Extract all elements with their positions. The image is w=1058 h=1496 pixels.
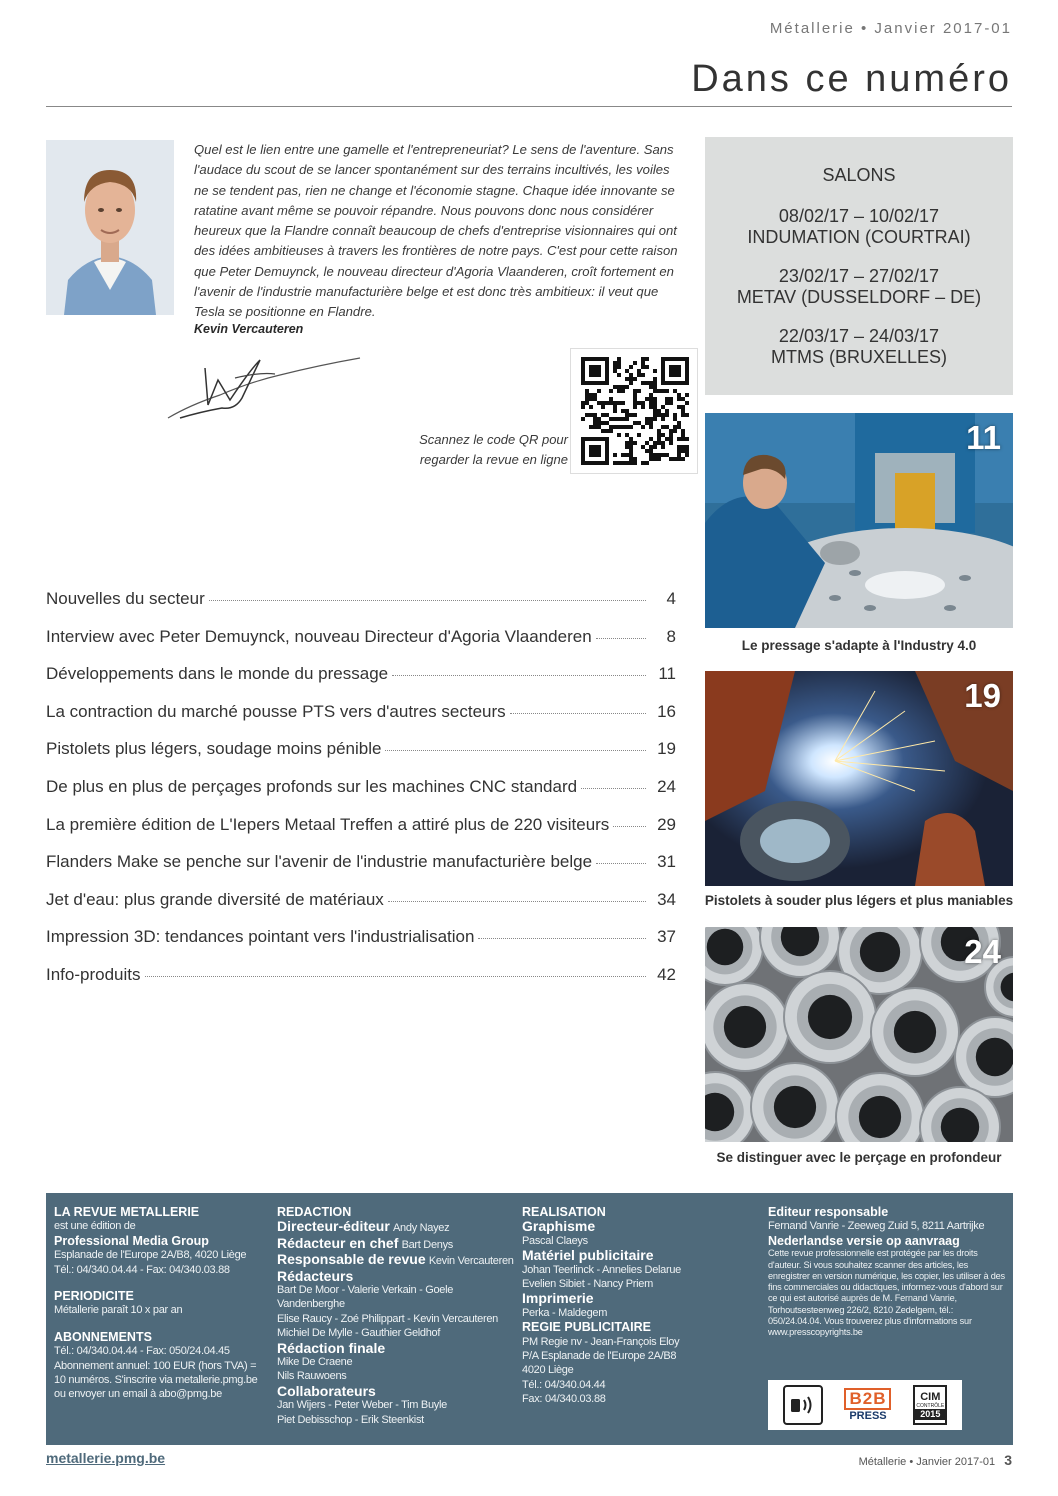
colophon-text: Bart De Moor - Valerie Verkain - Goele Vandenberghe [277,1284,454,1311]
salon-dates: 08/02/17 – 10/02/17 [778,206,940,226]
website-link[interactable]: metallerie.pmg.be [46,1450,166,1466]
toc-entry[interactable] [46,702,676,740]
colophon-text: Tél.: 04/340.04.44 - Fax: 050/24.04.45 [54,1345,230,1358]
colophon-text: Piet Debisschop - Erik Steenkist [277,1413,424,1426]
toc-entry[interactable] [46,739,676,777]
colophon-heading: REDACTION [277,1205,352,1219]
toc-entry-title: La contraction du marché pousse PTS vers d'autres secteurs [46,701,506,721]
toc-leader [596,863,646,864]
toc-entry-title: De plus en plus de perçages profonds sur les machines CNC standard [46,776,578,796]
toc-entry-page: 24 [657,776,676,796]
toc-entry-page: 34 [657,889,676,909]
toc-entry-page: 11 [658,664,676,684]
footer-meta [859,1452,1012,1468]
colophon-heading: Nederlandse versie op aanvraag [768,1233,960,1248]
feature-caption: Le pressage s'adapte à l'Industry 4.0 [741,638,977,653]
toc-entry-page: 4 [666,589,676,608]
colophon-text: Perka - Maldegem [522,1306,608,1319]
toc-leader [388,901,646,902]
toc-entry[interactable] [46,890,676,928]
colophon-text: 4020 Liège [522,1364,574,1377]
salons-box [705,137,1013,395]
colophon-role: Imprimerie [522,1290,594,1307]
feature-caption: Se distinguer avec le perçage en profondeur [716,1150,1002,1165]
toc-entry[interactable] [46,852,676,890]
colophon-role: Collaborateurs [277,1382,376,1399]
colophon-column-editor [768,1205,1006,1339]
toc-entry-title: Jet d'eau: plus grande diversité de matériaux [46,889,384,909]
colophon-column-realisation [522,1205,757,1407]
colophon-text: est une édition de [54,1220,136,1233]
feature-page-number: 19 [964,677,1001,714]
toc-entry-title: La première édition de L'Iepers Metaal Treffen a attiré plus de 220 visiteurs [46,814,610,834]
toc-leader [581,788,646,789]
toc-entry-title: Interview avec Peter Demuynck, nouveau Directeur d'Agoria Vlaanderen [46,626,592,646]
salon-event [705,206,1013,248]
certification-logos [768,1380,962,1430]
toc-entry-page: 29 [657,814,676,834]
page-title: Dans ce numéro [691,58,1012,100]
editorial-author: Kevin Vercauteren [194,322,304,336]
toc-entry-title: Flanders Make se penche sur l'avenir de l'industrie manufacturière belge [46,852,593,872]
toc-entry[interactable] [46,627,676,665]
qr-caption-line-1: Scannez le code QR pour [419,432,568,447]
feature-image-welding[interactable] [705,671,1013,886]
toc-entry-page: 42 [657,964,676,984]
toc-leader [385,750,646,751]
toc-entry-title: Développements dans le monde du pressage [46,664,389,684]
toc-leader [145,976,647,977]
salon-name: METAV (DUSSELDORF – DE) [736,287,982,307]
colophon-text: PM Regie nv - Jean-François Eloy [522,1335,680,1348]
salon-dates: 23/02/17 – 27/02/17 [778,266,940,286]
editorial-text: Quel est le lien entre une gamelle et l'entrepreneuriat? Le sens de l'aventure. Sans l'audace du scout de se lancer spontanément sur des terrains incultivés, les voiles ne se tendent pas, rien ne change et l'économie stagne. Chaque idée innovante se ratatine avant même se pouvoir répandre. Nous pouvons donc nous considérer heureux que la Flandre connaît beaucoup de chefs d'entreprise visionnaires qui ont des idées ambitieuses à travers les frontières de notre pays. C'est pour cette raison que Peter Demuynck, le nouveau directeur d'Agoria Vlaanderen, croît fortement en l'avenir de l'industrie manufacturière belge et est donc très ambitieux: il veut que Tesla se positionne en Flandre. [194,142,678,320]
toc-entry[interactable] [46,664,676,702]
colophon-heading: Professional Media Group [54,1233,209,1248]
colophon-text: Evelien Sibiet - Nancy Priem [522,1278,653,1291]
colophon-heading: REALISATION [522,1205,606,1219]
qr-caption-line-2: regarder la revue en ligne [419,452,568,467]
feature-caption: Pistolets à souder plus légers et plus maniables [704,893,1014,908]
colophon-text: Métallerie paraît 10 x par an [54,1304,183,1317]
colophon-text: 10 numéros. S'inscrire via metallerie.pmg.be [54,1374,258,1387]
salon-name: MTMS (BRUXELLES) [770,347,948,367]
colophon-heading: PERIODICITE [54,1289,134,1304]
editor-portrait [46,140,174,315]
colophon-role: Graphisme [522,1218,596,1235]
colophon-role: Matériel publicitaire [522,1247,654,1264]
colophon-heading: REGIE PUBLICITAIRE [522,1320,651,1335]
signature-image [160,350,370,425]
toc-entry-page: 19 [657,739,676,759]
feature-page-number: 24 [964,933,1001,970]
cim-logo: CIM CONTRÔLE 2015 [913,1385,947,1425]
colophon-role: Rédaction finale [277,1339,386,1356]
toc-entry-title: Impression 3D: tendances pointant vers l'industrialisation [46,927,475,947]
table-of-contents [46,589,676,1003]
toc-entry[interactable] [46,589,676,627]
qr-code[interactable] [570,348,698,474]
colophon-role: Rédacteurs [277,1267,354,1284]
toc-entry-page: 16 [657,701,676,721]
toc-leader [613,826,646,827]
salon-event [705,266,1013,308]
colophon-text: Esplanade de l'Europe 2A/B8, 4020 Liège [54,1249,247,1262]
toc-entry[interactable] [46,815,676,853]
colophon-text: Fax: 04/340.03.88 [522,1393,606,1406]
colophon-person: Bart Denys [401,1238,453,1251]
colophon-column-publisher [54,1205,269,1402]
salon-event [705,326,1013,368]
feature-image-pressing[interactable] [705,413,1013,628]
toc-entry-title: Info-produits [46,964,141,984]
colophon-person: Kevin Vercauteren [428,1255,514,1268]
colophon-text: Michiel De Mylle - Gauthier Geldhof [277,1327,441,1340]
colophon-text: Abonnement annuel: 100 EUR (hors TVA) = [54,1359,257,1372]
toc-leader [478,938,646,939]
colophon-text: P/A Esplanade de l'Europe 2A/B8 [522,1350,677,1363]
colophon-text: Elise Raucy - Zoé Philippart - Kevin Vercauteren [277,1312,498,1325]
toc-entry[interactable] [46,965,676,1003]
toc-entry-title: Pistolets plus légers, soudage moins pénible [46,739,382,759]
colophon [46,1193,1013,1445]
colophon-heading: LA REVUE METALLERIE [54,1205,200,1219]
colophon-heading: ABONNEMENTS [54,1329,152,1344]
toc-entry-page: 8 [666,626,676,646]
copyright-notice: Cette revue professionnelle est protégée par les droits d'auteur. Si vous souhaitez scanner des articles, les enregistrer en version numérique, les copier, les utiliser à des fins commerciales ou didactiques, informez-vous d'abord sur ce qui est autorisé auprès de M. Fernand Vanrie, Torhoutsesteenweg 226/2, 8210 Zedelgem, tél.: 050/24.04.04. Vous trouverez plus d'informations sur www.presscopyrights.be [768,1248,1005,1338]
colophon-text: Pascal Claeys [522,1234,588,1247]
colophon-text: Tél.: 04/340.04.44 [522,1378,606,1391]
toc-entry[interactable] [46,927,676,965]
colophon-text: ou envoyer un email à abo@pmg.be [54,1388,222,1401]
toc-leader [392,675,646,676]
toc-leader [209,600,646,601]
footer-issue: Métallerie • Janvier 2017-01 [858,1456,996,1468]
colophon-role: Responsable de revue [277,1251,426,1268]
toc-entry[interactable] [46,777,676,815]
qr-caption [360,430,568,470]
colophon-text: Jan Wijers - Peter Weber - Tim Buyle [277,1399,447,1412]
colophon-column-redaction [277,1205,517,1427]
colophon-heading: Editeur responsable [768,1205,889,1219]
toc-entry-page: 31 [657,852,676,872]
salon-dates: 22/03/17 – 24/03/17 [778,326,940,346]
toc-entry-title: Nouvelles du secteur [46,589,205,608]
page-number: 3 [1004,1452,1012,1468]
feature-image-tubes[interactable] [705,927,1013,1142]
colophon-role: Directeur-éditeur [277,1218,390,1235]
colophon-text: Mike De Craene [277,1356,353,1369]
toc-leader [510,713,646,714]
contactless-icon [783,1385,823,1425]
title-divider [46,106,1012,107]
toc-entry-page: 37 [657,927,676,947]
colophon-role: Rédacteur en chef [277,1234,399,1251]
b2b-press-logo: B2B PRESS [840,1385,896,1425]
colophon-person: Andy Nayez [393,1222,450,1235]
toc-leader [596,638,646,639]
issue-meta: Métallerie • Janvier 2017-01 [769,20,1012,37]
colophon-text: Fernand Vanrie - Zeeweg Zuid 5, 8211 Aartrijke [768,1220,985,1233]
salon-name: INDUMATION (COURTRAI) [747,227,971,247]
salons-heading: SALONS [822,165,896,185]
colophon-text: Johan Teerlinck - Annelies Delarue [522,1263,681,1276]
feature-page-number: 11 [966,419,1001,456]
colophon-text: Tél.: 04/340.04.44 - Fax: 04/340.03.88 [54,1263,230,1276]
colophon-text: Nils Rauwoens [277,1370,347,1383]
